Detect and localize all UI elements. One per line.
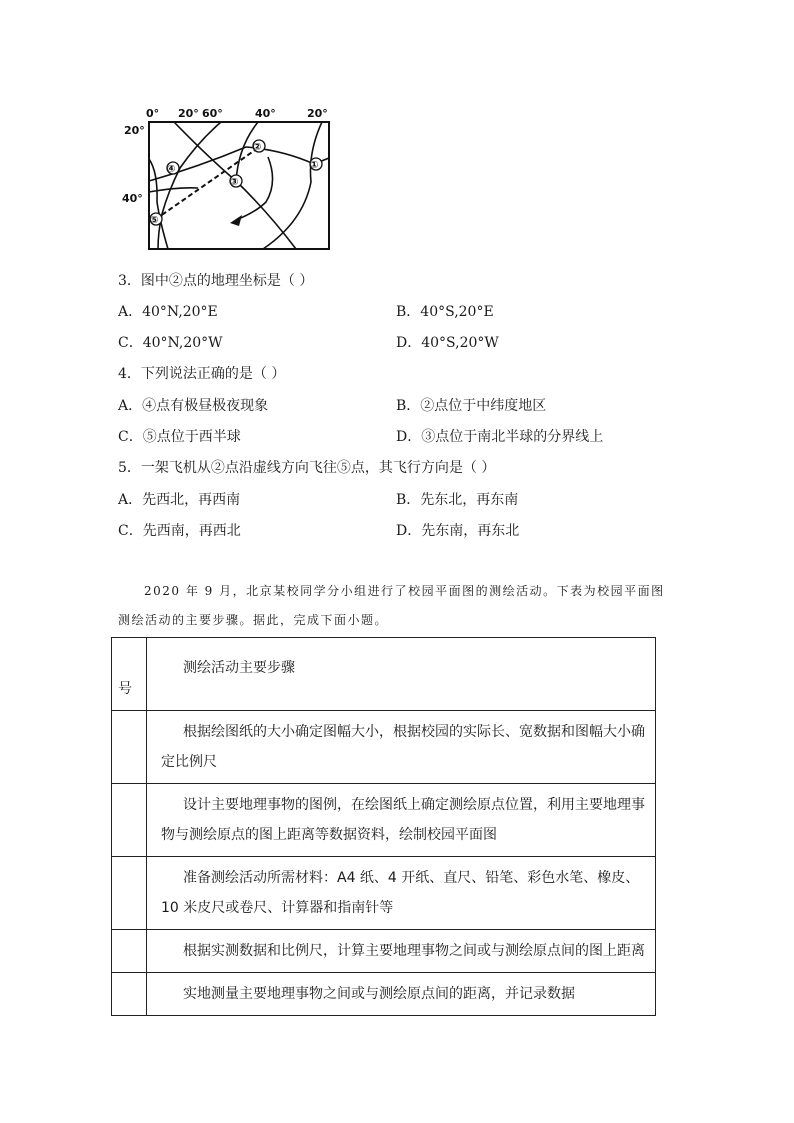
- table-row: [112, 857, 656, 930]
- point-2: [253, 140, 265, 153]
- dashed-route: [156, 148, 258, 219]
- question-5-option-b[interactable]: B．先东北，再东南: [396, 492, 519, 508]
- question-3-stem: 3．图中②点的地理坐标是（ ）: [118, 273, 314, 289]
- steps-table: [111, 637, 656, 1016]
- question-3-option-b[interactable]: B．40°S,20°E: [396, 304, 494, 320]
- arc-60: [158, 122, 221, 249]
- arc-inner-3: [236, 157, 273, 220]
- table-row: [112, 973, 656, 1016]
- point-1-label: ①: [310, 160, 319, 171]
- intro-line-2: 测绘活动的主要步骤。据此，完成下面小题。: [118, 613, 389, 627]
- question-5-option-a[interactable]: A．先西北，再西南: [118, 492, 241, 508]
- header-title-cell: 测绘活动主要步骤: [147, 638, 656, 711]
- label-top-40: 40°: [255, 107, 276, 120]
- point-3-label: ③: [230, 177, 239, 188]
- table-header-row: [112, 638, 656, 711]
- row-step-cell: 实地测量主要地理事物之间或与测绘原点间的距离，并记录数据: [147, 973, 656, 1016]
- row-step-cell: 设计主要地理事物的图例，在绘图纸上确定测绘原点位置，利用主要地理事物与测绘原点的图上距离等数据资料，绘制校园平面图: [147, 784, 656, 857]
- label-left-20: 20°: [124, 124, 145, 137]
- table-row: [112, 711, 656, 784]
- question-4-option-a[interactable]: A．④点有极昼极夜现象: [118, 398, 269, 414]
- point-1: [310, 158, 322, 171]
- row-num-cell: [112, 784, 147, 857]
- row-step-cell: 准备测绘活动所需材料：A4 纸、4 开纸、直尺、铅笔、彩色水笔、橡皮、10 米皮尺或卷尺、计算器和指南针等: [147, 857, 656, 930]
- table-row: [112, 784, 656, 857]
- question-3-option-d[interactable]: D．40°S,20°W: [396, 335, 499, 351]
- row-step-cell: 根据实测数据和比例尺，计算主要地理事物之间或与测绘原点间的图上距离: [147, 930, 656, 973]
- question-5-option-d[interactable]: D．先东南，再东北: [396, 523, 520, 539]
- label-left-40: 40°: [122, 192, 143, 205]
- question-3-option-a[interactable]: A．40°N,20°E: [118, 304, 218, 320]
- point-4-label: ④: [167, 164, 176, 175]
- table-row: [112, 930, 656, 973]
- label-top-0: 0°: [146, 107, 160, 120]
- label-top-20b: 20°: [307, 107, 328, 120]
- point-3: [230, 175, 242, 188]
- graticule-figure: [118, 102, 340, 254]
- row-num-cell: [112, 711, 147, 784]
- header-num-cell: 号: [112, 638, 147, 711]
- label-top-60: 60°: [202, 107, 223, 120]
- question-5-stem: 5．一架飞机从②点沿虚线方向飞往⑤点，其飞行方向是（ ）: [118, 460, 496, 476]
- row-num-cell: [112, 930, 147, 973]
- arrow-head: [230, 215, 242, 226]
- label-top-20: 20°: [178, 107, 199, 120]
- intro-line-1: 2020 年 9 月，北京某校同学分小组进行了校园平面图的测绘活动。下表为校园平面图: [144, 584, 665, 598]
- point-5-label: ⑤: [150, 215, 159, 226]
- question-4-option-b[interactable]: B．②点位于中纬度地区: [396, 398, 547, 414]
- point-2-label: ②: [253, 142, 262, 153]
- question-4-option-c[interactable]: C．⑤点位于西半球: [118, 429, 241, 445]
- question-4-stem: 4．下列说法正确的是（ ）: [118, 366, 286, 382]
- point-5: [150, 213, 162, 226]
- question-5-option-c[interactable]: C．先西南，再西北: [118, 523, 241, 539]
- question-3-option-c[interactable]: C．40°N,20°W: [118, 335, 223, 351]
- question-4-option-d[interactable]: D．③点位于南北半球的分界线上: [396, 429, 604, 445]
- row-step-cell: 根据绘图纸的大小确定图幅大小，根据校园的实际长、宽数据和图幅大小确定比例尺: [147, 711, 656, 784]
- row-num-cell: [112, 973, 147, 1016]
- row-num-cell: [112, 857, 147, 930]
- point-4: [167, 162, 179, 175]
